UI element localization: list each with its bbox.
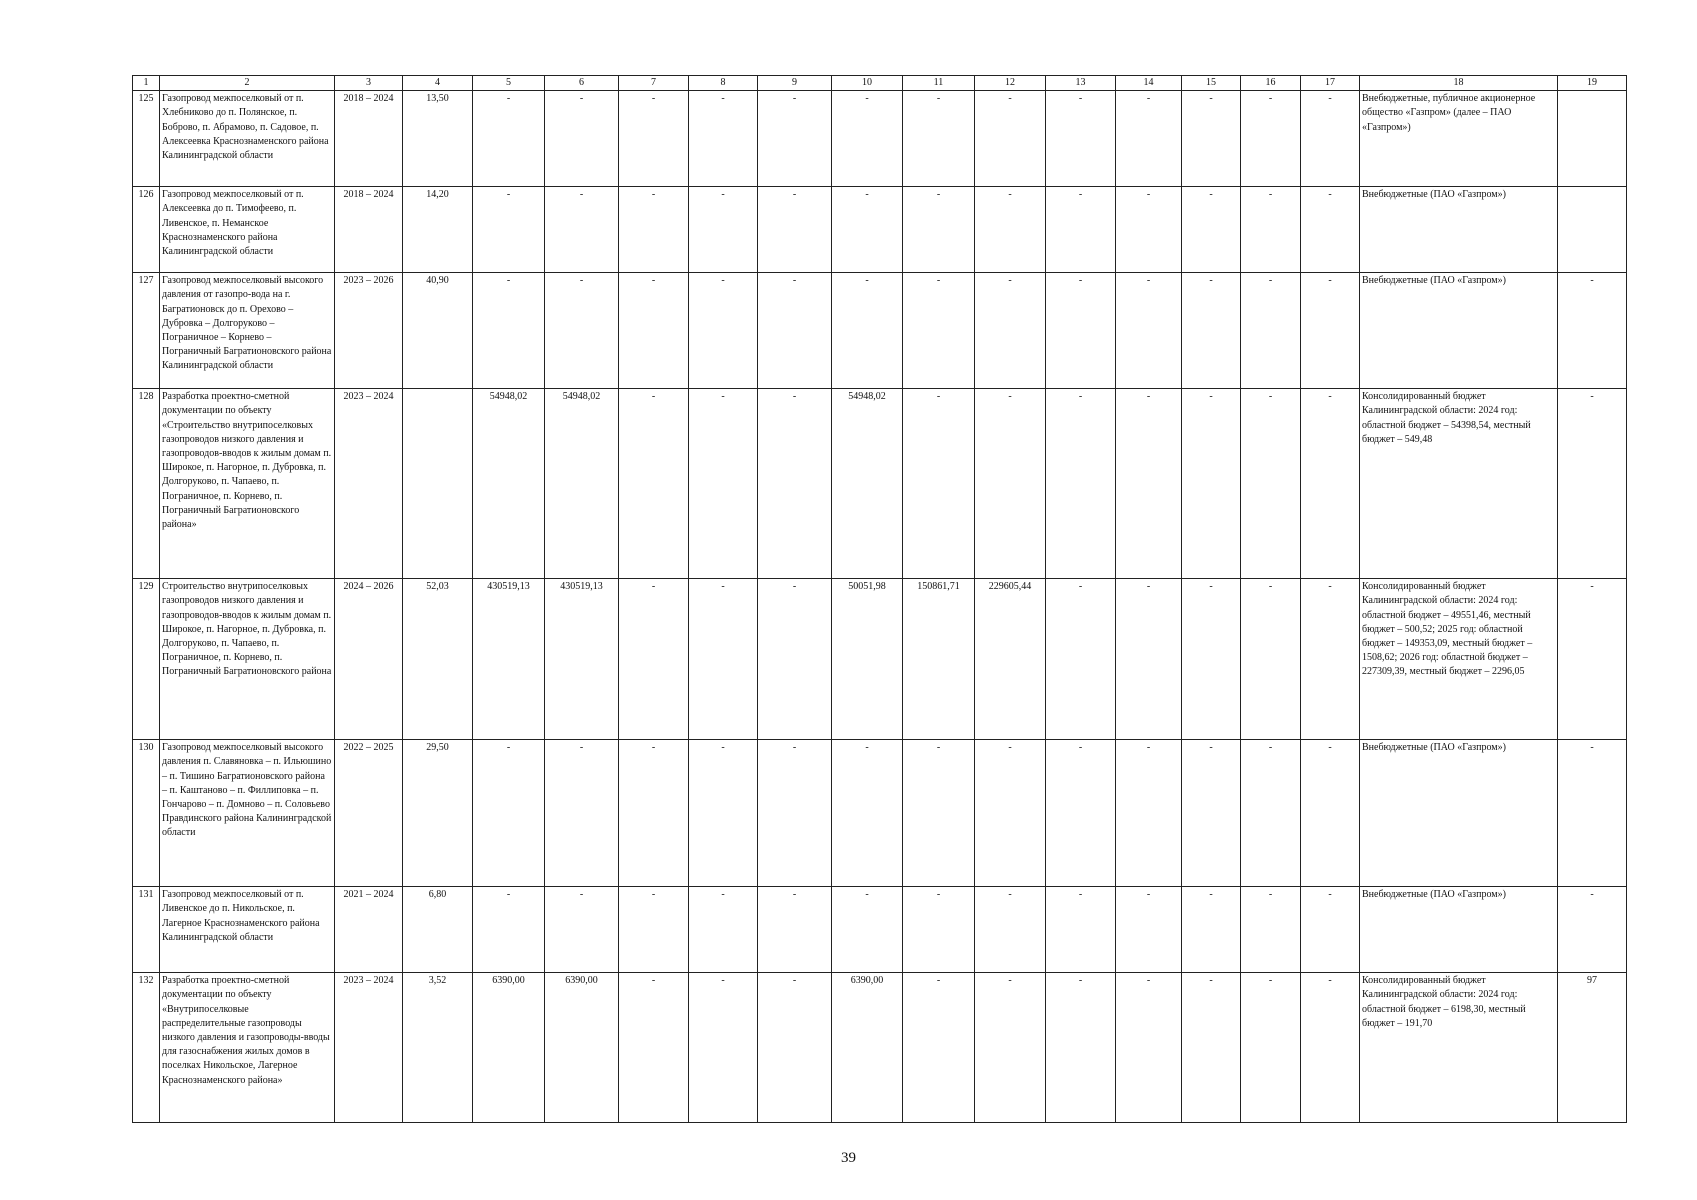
table-row	[133, 887, 1627, 973]
cell-source: Внебюджетные (ПАО «Газпром»)	[1360, 887, 1558, 973]
cell-name: Газопровод межпоселковый от п. Алексеевка до п. Тимофеево, п. Ливенское, п. Неманское Краснознаменского района Калининградской области	[160, 187, 335, 273]
cell-c9: -	[758, 187, 832, 273]
table-row	[133, 91, 1627, 187]
cell-n: 127	[133, 273, 160, 389]
cell-c7: -	[619, 740, 689, 887]
cell-c15: -	[1182, 273, 1241, 389]
cell-length: 14,20	[403, 187, 473, 273]
cell-c7: -	[619, 389, 689, 579]
cell-c17: -	[1301, 579, 1360, 740]
cell-c13: -	[1046, 973, 1116, 1123]
cell-c17: -	[1301, 887, 1360, 973]
cell-name: Газопровод межпоселковый высокого давления п. Славяновка – п. Ильюшино – п. Тишино Багратионовского района – п. Каштаново – п. Филлиповка – п. Гончарово – п. Домново – п. Соловьево Правдинского района Калининградской области	[160, 740, 335, 887]
cell-c10: -	[832, 273, 903, 389]
cell-c17: -	[1301, 740, 1360, 887]
cell-c16: -	[1241, 740, 1301, 887]
table-container	[132, 75, 1597, 1125]
cell-c11: 150861,71	[903, 579, 975, 740]
cell-c9: -	[758, 973, 832, 1123]
cell-c13: -	[1046, 187, 1116, 273]
column-header-14: 14	[1116, 76, 1182, 91]
cell-c14: -	[1116, 389, 1182, 579]
cell-c10: 54948,02	[832, 389, 903, 579]
cell-c6: -	[545, 887, 619, 973]
cell-c11: -	[903, 187, 975, 273]
cell-c12: -	[975, 273, 1046, 389]
cell-c13: -	[1046, 579, 1116, 740]
cell-c9: -	[758, 740, 832, 887]
cell-c19	[1558, 187, 1627, 273]
cell-c6: 6390,00	[545, 973, 619, 1123]
cell-source: Внебюджетные (ПАО «Газпром»)	[1360, 273, 1558, 389]
cell-c19	[1558, 91, 1627, 187]
cell-period: 2018 – 2024	[335, 91, 403, 187]
cell-c7: -	[619, 887, 689, 973]
cell-c5: -	[473, 887, 545, 973]
cell-name: Разработка проектно-сметной документации по объекту «Внутрипоселковые распределительные газопроводы низкого давления и газопроводы-вводы для газоснабжения жилых домов в поселках Никольское, Лагерное Краснознаменского района»	[160, 973, 335, 1123]
column-header-5: 5	[473, 76, 545, 91]
cell-c16: -	[1241, 187, 1301, 273]
cell-c8: -	[689, 187, 758, 273]
cell-n: 126	[133, 187, 160, 273]
cell-source: Консолидированный бюджет Калининградской области: 2024 год: областной бюджет – 49551,46, местный бюджет – 500,52; 2025 год: областной бюджет – 149353,09, местный бюджет – 1508,62; 2026 год: областной бюджет – 227309,39, местный бюджет – 2296,05	[1360, 579, 1558, 740]
cell-c8: -	[689, 273, 758, 389]
cell-name: Строительство внутрипоселковых газопроводов низкого давления и газопроводов-вводов к жилым домам п. Широкое, п. Нагорное, п. Дубровка, п. Долгоруково, п. Чапаево, п. Пограничное, п. Корнево, п. Пограничный Багратионовского района	[160, 579, 335, 740]
cell-c13: -	[1046, 91, 1116, 187]
column-header-6: 6	[545, 76, 619, 91]
program-table	[132, 75, 1627, 1123]
cell-c17: -	[1301, 973, 1360, 1123]
cell-c12: -	[975, 887, 1046, 973]
cell-name: Разработка проектно-сметной документации по объекту «Строительство внутрипоселковых газопроводов низкого давления и газопроводов-вводов к жилым домам п. Широкое, п. Нагорное, п. Дубровка, п. Долгоруково, п. Чапаево, п. Пограничное, п. Корнево, п. Пограничный Багратионовского района»	[160, 389, 335, 579]
cell-c13: -	[1046, 887, 1116, 973]
cell-source: Внебюджетные, публичное акционерное общество «Газпром» (далее – ПАО «Газпром»)	[1360, 91, 1558, 187]
cell-c9: -	[758, 273, 832, 389]
cell-n: 128	[133, 389, 160, 579]
column-header-15: 15	[1182, 76, 1241, 91]
cell-c6: 54948,02	[545, 389, 619, 579]
cell-c9: -	[758, 91, 832, 187]
column-header-16: 16	[1241, 76, 1301, 91]
cell-n: 129	[133, 579, 160, 740]
cell-c11: -	[903, 973, 975, 1123]
cell-c11: -	[903, 887, 975, 973]
cell-c13: -	[1046, 273, 1116, 389]
column-header-4: 4	[403, 76, 473, 91]
table-row	[133, 389, 1627, 579]
cell-c12: -	[975, 973, 1046, 1123]
cell-c15: -	[1182, 887, 1241, 973]
cell-c14: -	[1116, 887, 1182, 973]
cell-c17: -	[1301, 273, 1360, 389]
cell-c8: -	[689, 389, 758, 579]
cell-c14: -	[1116, 973, 1182, 1123]
cell-c17: -	[1301, 187, 1360, 273]
column-header-17: 17	[1301, 76, 1360, 91]
cell-c9: -	[758, 887, 832, 973]
cell-name: Газопровод межпоселковый от п. Хлебниково до п. Полянское, п. Боброво, п. Абрамово, п. Садовое, п. Алексеевка Краснознаменского района Калининградской области	[160, 91, 335, 187]
cell-c12: 229605,44	[975, 579, 1046, 740]
cell-c12: -	[975, 91, 1046, 187]
cell-c16: -	[1241, 579, 1301, 740]
cell-c19: -	[1558, 740, 1627, 887]
cell-c5: -	[473, 740, 545, 887]
table-row	[133, 973, 1627, 1123]
cell-c9: -	[758, 389, 832, 579]
cell-c10: 6390,00	[832, 973, 903, 1123]
cell-c7: -	[619, 579, 689, 740]
cell-period: 2024 – 2026	[335, 579, 403, 740]
table-row	[133, 740, 1627, 887]
cell-c6: -	[545, 91, 619, 187]
cell-c14: -	[1116, 740, 1182, 887]
cell-length: 13,50	[403, 91, 473, 187]
cell-c11: -	[903, 273, 975, 389]
cell-c14: -	[1116, 579, 1182, 740]
column-header-9: 9	[758, 76, 832, 91]
cell-c5: 430519,13	[473, 579, 545, 740]
page-number: 39	[841, 1150, 856, 1166]
cell-c8: -	[689, 91, 758, 187]
cell-length: 40,90	[403, 273, 473, 389]
cell-c11: -	[903, 389, 975, 579]
cell-period: 2021 – 2024	[335, 887, 403, 973]
cell-c16: -	[1241, 91, 1301, 187]
cell-c14: -	[1116, 187, 1182, 273]
cell-c7: -	[619, 187, 689, 273]
cell-length: 52,03	[403, 579, 473, 740]
cell-source: Консолидированный бюджет Калининградской области: 2024 год: областной бюджет – 6198,30, местный бюджет – 191,70	[1360, 973, 1558, 1123]
cell-c8: -	[689, 740, 758, 887]
table-row	[133, 579, 1627, 740]
cell-c10: -	[832, 887, 903, 973]
cell-c7: -	[619, 91, 689, 187]
column-header-7: 7	[619, 76, 689, 91]
cell-c12: -	[975, 740, 1046, 887]
cell-c16: -	[1241, 973, 1301, 1123]
cell-length	[403, 389, 473, 579]
cell-c6: -	[545, 740, 619, 887]
cell-c6: -	[545, 187, 619, 273]
table-row	[133, 273, 1627, 389]
table-body	[133, 91, 1627, 1123]
cell-c15: -	[1182, 579, 1241, 740]
cell-c15: -	[1182, 389, 1241, 579]
cell-c12: -	[975, 389, 1046, 579]
cell-n: 130	[133, 740, 160, 887]
column-header-10: 10	[832, 76, 903, 91]
cell-c5: -	[473, 91, 545, 187]
cell-c13: -	[1046, 389, 1116, 579]
cell-c15: -	[1182, 187, 1241, 273]
cell-source: Внебюджетные (ПАО «Газпром»)	[1360, 187, 1558, 273]
cell-c15: -	[1182, 973, 1241, 1123]
cell-c5: 6390,00	[473, 973, 545, 1123]
cell-length: 29,50	[403, 740, 473, 887]
cell-c15: -	[1182, 740, 1241, 887]
cell-c17: -	[1301, 389, 1360, 579]
column-header-18: 18	[1360, 76, 1558, 91]
cell-period: 2023 – 2024	[335, 973, 403, 1123]
cell-c16: -	[1241, 389, 1301, 579]
column-header-19: 19	[1558, 76, 1627, 91]
cell-c6: -	[545, 273, 619, 389]
column-header-3: 3	[335, 76, 403, 91]
header-row	[133, 76, 1627, 91]
cell-source: Внебюджетные (ПАО «Газпром»)	[1360, 740, 1558, 887]
cell-period: 2022 – 2025	[335, 740, 403, 887]
cell-c6: 430519,13	[545, 579, 619, 740]
cell-c7: -	[619, 273, 689, 389]
cell-c10: -	[832, 91, 903, 187]
cell-source: Консолидированный бюджет Калининградской области: 2024 год: областной бюджет – 54398,54, местный бюджет – 549,48	[1360, 389, 1558, 579]
cell-c8: -	[689, 887, 758, 973]
cell-c10: -	[832, 187, 903, 273]
cell-n: 131	[133, 887, 160, 973]
cell-c19: 97	[1558, 973, 1627, 1123]
cell-c14: -	[1116, 91, 1182, 187]
cell-n: 125	[133, 91, 160, 187]
cell-length: 6,80	[403, 887, 473, 973]
cell-c19: -	[1558, 389, 1627, 579]
cell-c11: -	[903, 740, 975, 887]
cell-c8: -	[689, 579, 758, 740]
cell-c9: -	[758, 579, 832, 740]
column-header-13: 13	[1046, 76, 1116, 91]
cell-c5: 54948,02	[473, 389, 545, 579]
cell-c15: -	[1182, 91, 1241, 187]
cell-c8: -	[689, 973, 758, 1123]
cell-c16: -	[1241, 887, 1301, 973]
cell-period: 2023 – 2026	[335, 273, 403, 389]
cell-period: 2018 – 2024	[335, 187, 403, 273]
column-header-8: 8	[689, 76, 758, 91]
cell-c7: -	[619, 973, 689, 1123]
cell-name: Газопровод межпоселковый высокого давления от газопро-вода на г. Багратионовск до п. Орехово – Дубровка – Долгоруково – Пограничное – Корнево – Пограничный Багратионовского района Калининградской области	[160, 273, 335, 389]
cell-c5: -	[473, 187, 545, 273]
cell-c14: -	[1116, 273, 1182, 389]
cell-period: 2023 – 2024	[335, 389, 403, 579]
cell-c13: -	[1046, 740, 1116, 887]
cell-c19: -	[1558, 579, 1627, 740]
cell-length: 3,52	[403, 973, 473, 1123]
table-row	[133, 187, 1627, 273]
cell-c11: -	[903, 91, 975, 187]
column-header-12: 12	[975, 76, 1046, 91]
column-header-11: 11	[903, 76, 975, 91]
cell-n: 132	[133, 973, 160, 1123]
cell-c10: 50051,98	[832, 579, 903, 740]
cell-c19: -	[1558, 273, 1627, 389]
cell-c5: -	[473, 273, 545, 389]
cell-name: Газопровод межпоселковый от п. Ливенское до п. Никольское, п. Лагерное Краснознаменского района Калининградской области	[160, 887, 335, 973]
cell-c12: -	[975, 187, 1046, 273]
cell-c16: -	[1241, 273, 1301, 389]
cell-c19: -	[1558, 887, 1627, 973]
cell-c17: -	[1301, 91, 1360, 187]
cell-c10: -	[832, 740, 903, 887]
column-header-2: 2	[160, 76, 335, 91]
column-header-1: 1	[133, 76, 160, 91]
